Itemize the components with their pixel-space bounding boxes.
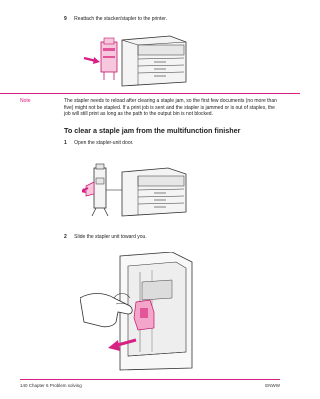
- illustration-open-stapler-door: [82, 160, 192, 220]
- footer-chapter: 140 Chapter 6 Problem solving: [20, 383, 82, 388]
- section-heading: To clear a staple jam from the multifunction finisher: [64, 126, 241, 135]
- illustration-slide-stapler-unit: [80, 252, 198, 372]
- note-label: Note: [20, 98, 31, 104]
- step-text: Open the stapler-unit door.: [74, 140, 134, 146]
- footer-rule: [20, 379, 280, 380]
- step-2: [64, 234, 147, 241]
- step-text: Reattach the stacker/stapler to the printer.: [74, 16, 167, 22]
- step-number: 1: [64, 140, 67, 146]
- section-divider: [0, 93, 300, 94]
- step-text: Slide the stapler unit toward you.: [74, 234, 147, 240]
- step-1: [64, 140, 133, 147]
- step-number: 9: [64, 16, 67, 22]
- step-number: 2: [64, 234, 67, 240]
- footer-locale: ENWW: [265, 383, 280, 388]
- step-9: [64, 16, 167, 23]
- illustration-reattach-stacker: [82, 30, 192, 90]
- note-text: The stapler needs to reload after clearing a staple jam, so the first few documents (no more than five) might not be stapled. If a print job is sent and the stapler is jammed or is out of staples, the job will still print as long as the path to the output bin is not blocked.: [64, 98, 277, 118]
